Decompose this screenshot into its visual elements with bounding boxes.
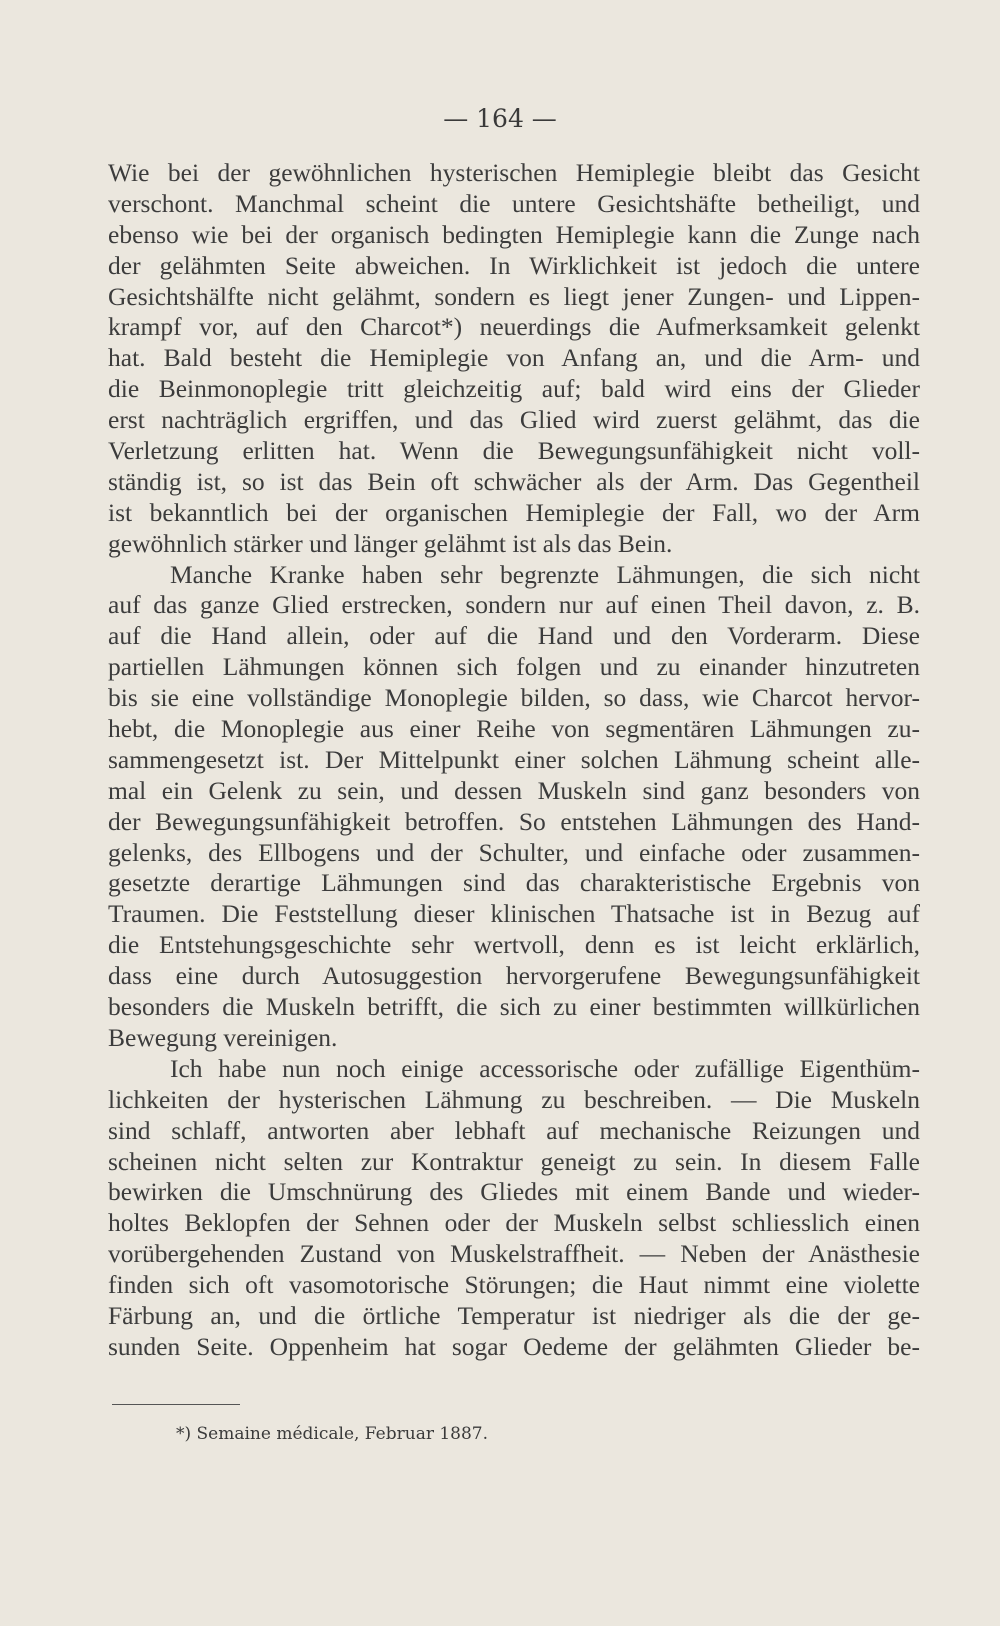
text-line: ist bekanntlich bei der organischen Hemiplegie der Fall, wo der Arm (108, 497, 920, 527)
footnote-divider (112, 1404, 240, 1405)
text-line: Wie bei der gewöhnlichen hysterischen Hemiplegie bleibt das Gesicht (108, 158, 920, 187)
text-line: hat. Bald besteht die Hemiplegie von Anfang an, und die Arm- und (108, 343, 920, 373)
text-line: krampf vor, auf den Charcot*) neuerdings die Aufmerksamkeit gelenkt (108, 312, 920, 342)
text-line: der gelähmten Seite abweichen. In Wirklichkeit ist jedoch die untere (108, 250, 920, 280)
text-line: Bewegung vereinigen. (108, 1022, 338, 1052)
text-line: die Entstehungsgeschichte sehr wertvoll, denn es ist leicht erklärlich, (108, 930, 920, 960)
text-line: ständig ist, so ist das Bein oft schwächer als der Arm. Das Gegentheil (108, 466, 920, 496)
text-line: bewirken die Umschnürung des Gliedes mit einem Bande und wieder- (108, 1177, 920, 1207)
text-line: mal ein Gelenk zu sein, und dessen Muskeln sind ganz besonders von (108, 775, 920, 805)
page-number: — 164 — (443, 104, 557, 133)
text-line: auf das ganze Glied erstrecken, sondern nur auf einen Theil davon, z. B. (108, 590, 920, 620)
body-text (108, 158, 920, 1363)
text-line: lichkeiten der hysterischen Lähmung zu beschreiben. — Die Muskeln (108, 1084, 920, 1114)
text-line: auf die Hand allein, oder auf die Hand und den Vorderarm. Diese (108, 621, 920, 651)
text-line: Gesichtshälfte nicht gelähmt, sondern es liegt jener Zungen- und Lippen- (108, 281, 920, 311)
text-line: erst nachträglich ergriffen, und das Glied wird zuerst gelähmt, das die (108, 405, 920, 435)
text-line: gewöhnlich stärker und länger gelähmt ist als das Bein. (108, 528, 673, 558)
text-line: sammengesetzt ist. Der Mittelpunkt einer solchen Lähmung scheint alle- (108, 744, 920, 774)
text-line: partiellen Lähmungen können sich folgen und zu einander hinzutreten (108, 652, 920, 682)
footnote: *) Semaine médicale, Februar 1887. (176, 1424, 489, 1444)
text-line: Verletzung erlitten hat. Wenn die Bewegungsunfähigkeit nicht voll- (108, 436, 920, 466)
text-line: gesetzte derartige Lähmungen sind das charakteristische Ergebnis von (108, 868, 920, 898)
text-line: besonders die Muskeln betrifft, die sich zu einer bestimmten willkürlichen (108, 992, 920, 1022)
text-line: gelenks, des Ellbogens und der Schulter, und einfache oder zusammen- (108, 837, 920, 867)
text-line: hebt, die Monoplegie aus einer Reihe von segmentären Lähmungen zu- (108, 714, 920, 744)
text-line: Ich habe nun noch einige accessorische oder zufällige Eigenthüm- (170, 1053, 920, 1083)
text-line: Traumen. Die Feststellung dieser klinischen Thatsache ist in Bezug auf (108, 899, 920, 929)
text-line: scheinen nicht selten zur Kontraktur geneigt zu sein. In diesem Falle (108, 1146, 920, 1176)
text-line: der Bewegungsunfähigkeit betroffen. So entstehen Lähmungen des Hand- (108, 806, 920, 836)
text-line: vorübergehenden Zustand von Muskelstraffheit. — Neben der Anästhesie (108, 1239, 920, 1269)
text-line: sunden Seite. Oppenheim hat sogar Oedeme der gelähmten Glieder be- (108, 1331, 920, 1361)
text-line: finden sich oft vasomotorische Störungen; die Haut nimmt eine violette (108, 1270, 920, 1300)
text-line: Manche Kranke haben sehr begrenzte Lähmungen, die sich nicht (170, 559, 920, 589)
text-line: die Beinmonoplegie tritt gleichzeitig auf; bald wird eins der Glieder (108, 374, 920, 404)
text-line: holtes Beklopfen der Sehnen oder der Muskeln selbst schliesslich einen (108, 1208, 920, 1238)
text-line: ebenso wie bei der organisch bedingten Hemiplegie kann die Zunge nach (108, 219, 920, 249)
text-line: Färbung an, und die örtliche Temperatur ist niedriger als die der ge- (108, 1300, 920, 1330)
text-line: verschont. Manchmal scheint die untere Gesichtshäfte betheiligt, und (108, 188, 920, 218)
text-line: dass eine durch Autosuggestion hervorgerufene Bewegungsunfähigkeit (108, 961, 920, 991)
text-line: bis sie eine vollständige Monoplegie bilden, so dass, wie Charcot hervor- (108, 683, 920, 713)
text-line: sind schlaff, antworten aber lebhaft auf mechanische Reizungen und (108, 1115, 920, 1145)
